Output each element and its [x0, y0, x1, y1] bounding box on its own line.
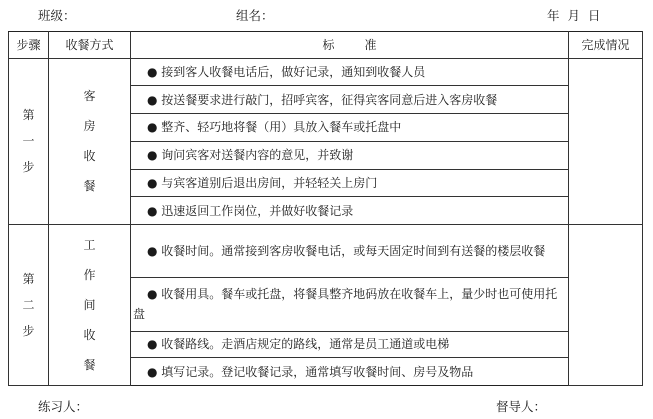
method-char: 工: [83, 237, 96, 252]
table-row: [9, 224, 643, 277]
step-two-cell: [9, 224, 49, 385]
step-one-cell: [9, 58, 49, 224]
standard-item: ● 填写记录。登记收餐记录，通常填写收餐时间、房号及物品: [131, 358, 569, 386]
standard-item: ● 整齐、轻巧地将餐（用）具放入餐车或托盘中: [131, 114, 569, 142]
standard-item: ● 接到客人收餐电话后，做好记录，通知到收餐人员: [131, 58, 569, 86]
standard-item: ● 收餐路线。走酒店规定的路线，通常是员工通道或电梯: [131, 331, 569, 358]
step-char: 步: [22, 323, 35, 338]
standard-item: ● 按送餐要求进行敲门，招呼宾客，征得宾客同意后进入客房收餐: [131, 86, 569, 114]
method-char: 作: [83, 267, 96, 282]
method-char: 房: [83, 119, 96, 134]
step-char: 二: [22, 297, 35, 312]
completion-cell[interactable]: [569, 224, 643, 385]
standard-item: ● 收餐用具。餐车或托盘，将餐具整齐地码放在收餐车上，量少时也可使用托盘: [131, 278, 569, 331]
method-char: 餐: [83, 179, 96, 194]
method-workroom-cell: [49, 224, 131, 385]
table-row: [9, 58, 643, 86]
column-header-step: 步骤: [9, 32, 49, 59]
table-header-row: [9, 32, 643, 59]
step-char: 步: [22, 160, 35, 175]
method-char: 客: [83, 89, 96, 104]
method-char: 餐: [83, 357, 96, 372]
column-header-method: 收餐方式: [49, 32, 131, 59]
standard-item: ● 迅速返回工作岗位，并做好收餐记录: [131, 197, 569, 225]
completion-cell[interactable]: [569, 58, 643, 224]
method-char: 间: [83, 297, 96, 312]
step-char: 第: [22, 108, 35, 123]
supervisor-label: 督导人：: [496, 399, 547, 414]
step-char: 第: [22, 271, 35, 286]
standard-item: ● 收餐时间。通常接到客房收餐电话，或每天固定时间到有送餐的楼层收餐: [131, 224, 569, 277]
date-label: 年 月 日: [547, 8, 601, 23]
procedure-table: [8, 31, 643, 386]
column-header-completion: 完成情况: [569, 32, 643, 59]
standard-item: ● 询问宾客对送餐内容的意见，并致谢: [131, 141, 569, 169]
standard-item: ● 与宾客道别后退出房间，并轻轻关上房门: [131, 169, 569, 197]
method-char: 收: [83, 149, 96, 164]
class-label: 班级：: [38, 8, 76, 23]
column-header-standard: 标准: [131, 32, 569, 59]
method-char: 收: [83, 327, 96, 342]
group-label: 组名：: [236, 8, 274, 23]
trainee-label: 练习人：: [38, 399, 89, 414]
step-char: 一: [22, 134, 35, 149]
method-room-cell: [49, 58, 131, 224]
